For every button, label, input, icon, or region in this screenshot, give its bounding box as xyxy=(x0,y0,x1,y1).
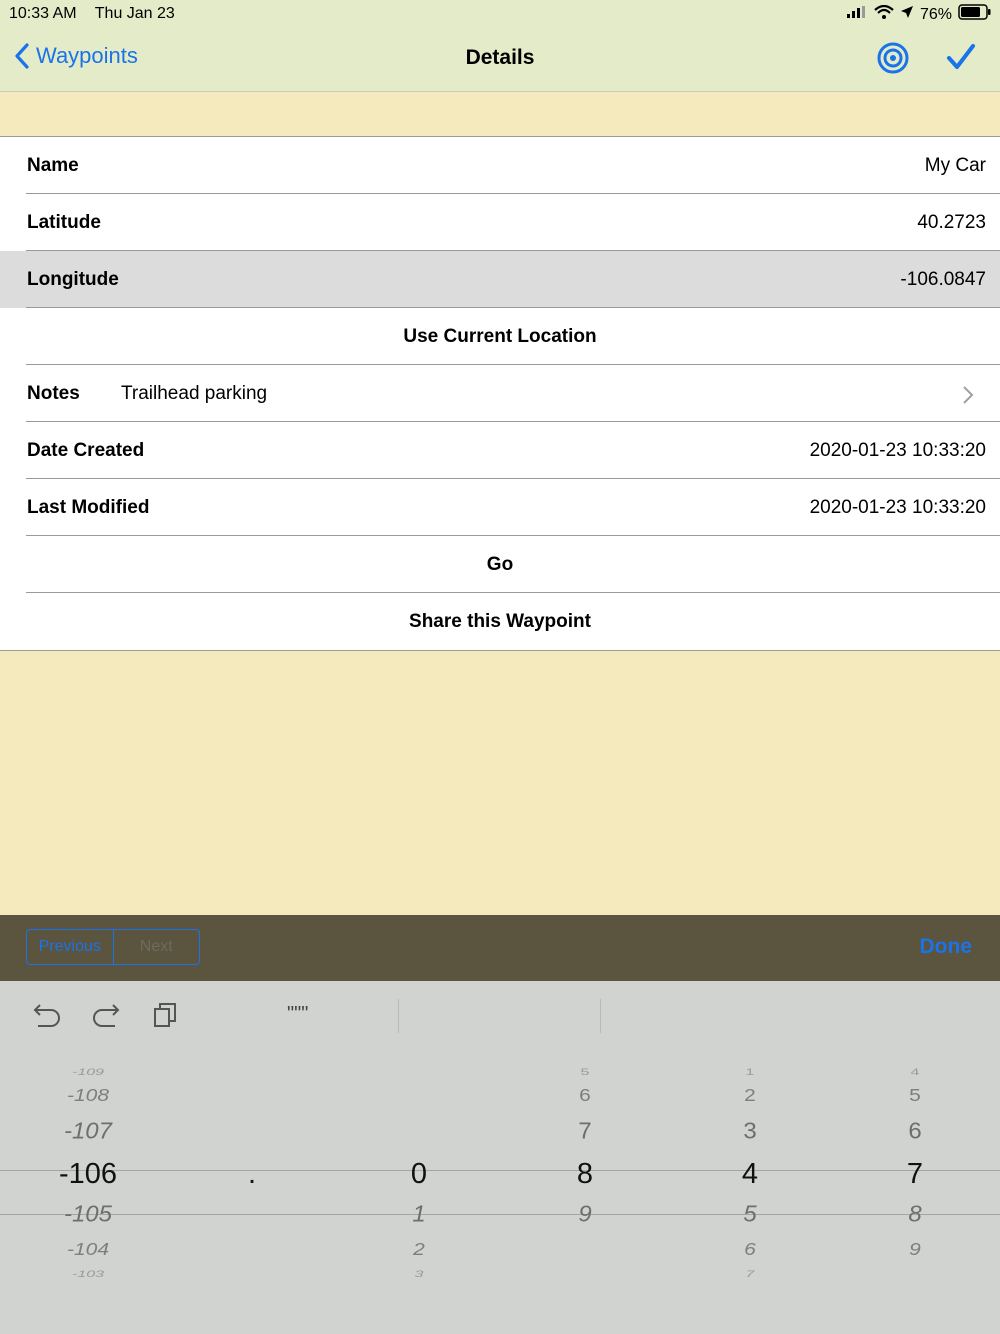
chevron-right-icon xyxy=(962,385,974,411)
next-button[interactable]: Next xyxy=(139,938,173,955)
longitude-row[interactable] xyxy=(0,251,1000,308)
picker-option[interactable]: 8 xyxy=(908,1201,922,1228)
notes-value: Trailhead parking xyxy=(121,383,268,404)
picker-option[interactable]: -109 xyxy=(71,1068,105,1078)
picker-option[interactable]: 5 xyxy=(580,1068,590,1078)
date-created-label: Date Created xyxy=(27,440,145,461)
wifi-icon xyxy=(874,5,894,25)
share-waypoint-button[interactable] xyxy=(0,593,1000,650)
previous-button[interactable]: Previous xyxy=(27,930,114,964)
picker-option[interactable]: 7 xyxy=(745,1270,755,1280)
picker-option[interactable]: 9 xyxy=(909,1239,921,1260)
picker-option[interactable]: 1 xyxy=(745,1068,755,1078)
coordinate-picker[interactable] xyxy=(0,1066,1000,1334)
picker-option[interactable]: 4 xyxy=(910,1068,920,1078)
picker-option[interactable]: 7 xyxy=(906,1158,924,1190)
keyboard-accessory-bar xyxy=(0,915,1000,981)
save-checkmark-button[interactable] xyxy=(944,41,978,80)
picker-selection-band xyxy=(0,1170,1000,1215)
page-title: Details xyxy=(465,46,535,69)
picker-option[interactable]: 6 xyxy=(908,1118,922,1145)
target-icon xyxy=(876,41,910,75)
picker-option[interactable]: 2 xyxy=(744,1085,756,1106)
picker-option[interactable]: 9 xyxy=(578,1201,592,1228)
toolbar-divider xyxy=(600,999,601,1033)
name-row[interactable] xyxy=(0,137,1000,194)
picker-option[interactable]: 2 xyxy=(413,1239,425,1260)
waypoint-details-list xyxy=(0,136,1000,651)
last-modified-value: 2020-01-23 10:33:20 xyxy=(809,497,986,518)
use-current-location-label: Use Current Location xyxy=(403,326,597,347)
picker-option[interactable]: 5 xyxy=(909,1085,921,1106)
picker-option[interactable]: 3 xyxy=(414,1270,424,1280)
quote-suggestion[interactable]: """ xyxy=(287,1003,309,1025)
latitude-label: Latitude xyxy=(27,212,101,233)
battery-icon xyxy=(958,4,992,25)
date-created-value: 2020-01-23 10:33:20 xyxy=(809,440,986,461)
input-picker-panel xyxy=(0,981,1000,1334)
share-waypoint-label: Share this Waypoint xyxy=(409,611,591,632)
latitude-row[interactable] xyxy=(0,194,1000,251)
signal-icon xyxy=(846,5,868,24)
keyboard-shortcut-bar xyxy=(0,981,1000,1051)
picker-option[interactable]: 6 xyxy=(744,1239,756,1260)
notes-row[interactable] xyxy=(0,365,1000,422)
date-created-row xyxy=(0,422,1000,479)
go-label: Go xyxy=(486,554,514,575)
picker-option[interactable]: 3 xyxy=(743,1118,757,1145)
undo-icon[interactable] xyxy=(32,1001,62,1034)
done-button[interactable]: Done xyxy=(919,935,972,958)
checkmark-icon xyxy=(944,41,978,75)
target-button[interactable] xyxy=(876,41,910,80)
notes-label: Notes xyxy=(27,383,80,404)
picker-option[interactable]: 7 xyxy=(578,1118,592,1145)
picker-option[interactable]: 8 xyxy=(576,1158,594,1190)
picker-option[interactable]: -103 xyxy=(71,1270,105,1280)
picker-option[interactable]: 4 xyxy=(741,1158,759,1190)
name-value[interactable]: My Car xyxy=(924,155,986,176)
name-label: Name xyxy=(27,155,79,176)
battery-percent: 76% xyxy=(919,5,952,23)
picker-option[interactable]: 6 xyxy=(579,1085,591,1106)
latitude-value[interactable]: 40.2723 xyxy=(917,212,986,233)
navigation-bar xyxy=(0,28,1000,92)
picker-option[interactable]: -106 xyxy=(58,1158,118,1190)
paste-icon[interactable] xyxy=(152,1001,178,1034)
last-modified-label: Last Modified xyxy=(27,497,150,518)
redo-icon[interactable] xyxy=(91,1001,121,1034)
picker-option[interactable]: -107 xyxy=(63,1118,113,1145)
last-modified-row xyxy=(0,479,1000,536)
picker-option[interactable]: -105 xyxy=(63,1201,113,1228)
decimal-point: . xyxy=(247,1158,257,1190)
toolbar-divider xyxy=(398,999,399,1033)
previous-next-segmented-control xyxy=(26,929,200,965)
location-arrow-icon xyxy=(900,5,914,24)
longitude-value[interactable]: -106.0847 xyxy=(900,269,986,290)
go-button[interactable] xyxy=(0,536,1000,593)
status-time: 10:33 AM xyxy=(9,5,77,22)
picker-option[interactable]: 5 xyxy=(743,1201,757,1228)
status-date: Thu Jan 23 xyxy=(94,5,175,22)
use-current-location-button[interactable] xyxy=(0,308,1000,365)
picker-option[interactable]: 1 xyxy=(412,1201,426,1228)
picker-option[interactable]: 0 xyxy=(410,1158,428,1190)
status-bar xyxy=(0,0,1000,28)
picker-option[interactable]: -104 xyxy=(66,1239,110,1260)
longitude-label: Longitude xyxy=(27,269,119,290)
picker-option[interactable]: -108 xyxy=(66,1085,110,1106)
back-button-label: Waypoints xyxy=(36,43,138,68)
